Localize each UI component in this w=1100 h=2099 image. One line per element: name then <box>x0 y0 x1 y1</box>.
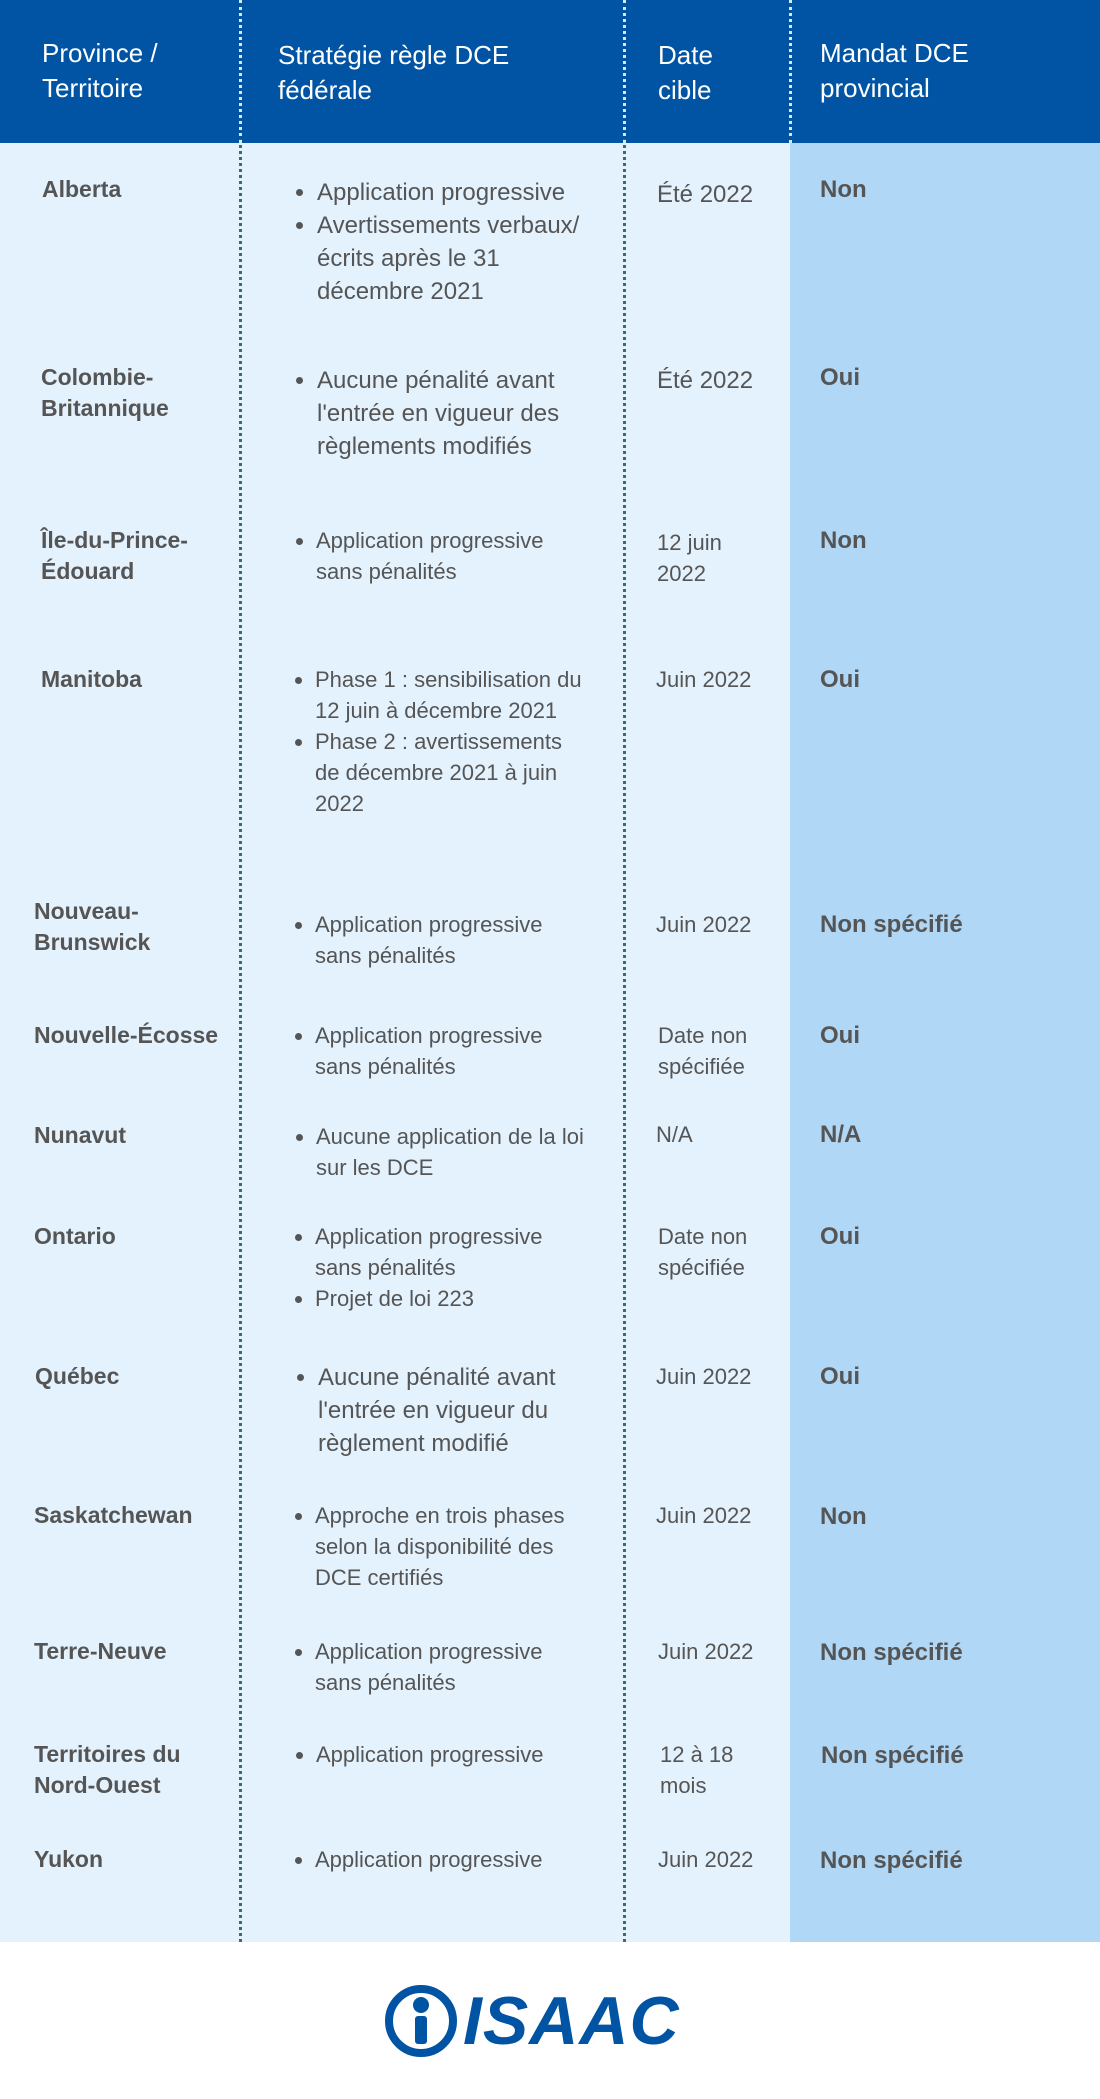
row-bc-strategy <box>292 364 604 463</box>
row-ns-strategy <box>290 1020 590 1082</box>
row-yukon-province: Yukon <box>34 1846 104 1872</box>
header-divider <box>239 0 242 143</box>
strategy-bullet: • Application progressive <box>317 176 604 209</box>
row-nunavut-province: Nunavut <box>34 1122 126 1148</box>
isaac-logo <box>383 1983 688 2059</box>
header-provincial-mandate: Mandat DCE provincial <box>820 38 969 103</box>
isaac-logo-mark-icon <box>383 1983 459 2059</box>
row-nunavut-date: N/A <box>656 1122 693 1147</box>
row-alberta-province: Alberta <box>42 176 122 202</box>
row-ontario-date: Date non spécifiée <box>658 1224 748 1280</box>
row-manitoba-date: Juin 2022 <box>656 667 752 692</box>
row-nwt-province: Territoires du Nord-Ouest <box>34 1741 181 1798</box>
header-divider <box>789 0 792 143</box>
row-alberta-strategy <box>292 176 604 308</box>
row-ontario-strategy <box>290 1221 590 1314</box>
row-quebec-province: Québec <box>35 1363 120 1389</box>
row-saskatchewan-province: Saskatchewan <box>34 1502 193 1528</box>
strategy-bullet: • Phase 2 : avertissements de décembre 2021 à juin 2022 <box>315 726 590 819</box>
row-manitoba-strategy <box>290 664 590 819</box>
strategy-bullet: • Aucune pénalité avant l'entrée en vigueur des règlements modifiés <box>317 364 604 463</box>
isaac-logo-text: ISAAC <box>463 1983 680 2059</box>
row-yukon-strategy <box>290 1844 590 1875</box>
row-nb-mandate: Non spécifié <box>820 911 963 938</box>
row-newfoundland-province: Terre-Neuve <box>34 1638 167 1664</box>
header-province: Province / Territoire <box>42 38 158 103</box>
row-saskatchewan-date: Juin 2022 <box>656 1503 752 1528</box>
strategy-bullet: • Application progressive <box>316 1739 591 1770</box>
row-nb-date: Juin 2022 <box>656 912 752 937</box>
row-pei-mandate: Non <box>820 527 867 554</box>
row-manitoba-mandate: Oui <box>820 666 860 693</box>
row-nunavut-mandate: N/A <box>820 1121 862 1148</box>
strategy-bullet: • Application progressive sans pénalités <box>315 1221 590 1283</box>
row-nb-strategy <box>290 909 590 971</box>
strategy-bullet: • Application progressive <box>315 1844 590 1875</box>
header-divider <box>623 0 626 143</box>
strategy-bullet: • Application progressive sans pénalités <box>315 1020 590 1082</box>
row-bc-province: Colombie- Britannique <box>41 364 169 421</box>
row-ns-date: Date non spécifiée <box>658 1023 748 1079</box>
row-quebec-date: Juin 2022 <box>656 1364 752 1389</box>
row-manitoba-province: Manitoba <box>41 666 142 692</box>
row-ns-mandate: Oui <box>820 1022 860 1049</box>
column-divider <box>623 0 626 1942</box>
strategy-bullet: • Avertissements verbaux/écrits après le 31 décembre 2021 <box>317 209 604 308</box>
row-pei-date: 12 juin 2022 <box>657 530 722 586</box>
row-newfoundland-date: Juin 2022 <box>658 1639 754 1664</box>
row-bc-mandate: Oui <box>820 364 860 391</box>
row-yukon-date: Juin 2022 <box>658 1847 754 1872</box>
row-saskatchewan-mandate: Non <box>820 1503 867 1530</box>
row-alberta-date: Été 2022 <box>657 181 754 208</box>
strategy-bullet: • Projet de loi 223 <box>315 1283 590 1314</box>
row-ontario-mandate: Oui <box>820 1223 860 1250</box>
strategy-bullet: • Phase 1 : sensibilisation du 12 juin à décembre 2021 <box>315 664 590 726</box>
row-nwt-strategy <box>291 1739 591 1770</box>
row-newfoundland-strategy <box>290 1636 590 1698</box>
row-quebec-strategy <box>293 1361 605 1460</box>
row-saskatchewan-strategy <box>290 1500 590 1593</box>
row-nunavut-strategy <box>291 1121 591 1183</box>
column-divider <box>239 0 242 1942</box>
row-nwt-mandate: Non spécifié <box>821 1742 964 1769</box>
row-alberta-mandate: Non <box>820 176 867 203</box>
strategy-bullet: • Aucune application de la loi sur les DCE <box>316 1121 591 1183</box>
header-strategy: Stratégie règle DCE fédérale <box>278 40 510 105</box>
strategy-bullet: • Approche en trois phases selon la disponibilité des DCE certifiés <box>315 1500 590 1593</box>
header-target-date: Date cible <box>658 40 713 105</box>
strategy-bullet: • Application progressive sans pénalités <box>315 909 590 971</box>
row-ontario-province: Ontario <box>34 1223 116 1249</box>
row-ns-province: Nouvelle-Écosse <box>34 1022 219 1048</box>
strategy-bullet: • Aucune pénalité avant l'entrée en vigueur du règlement modifié <box>318 1361 605 1460</box>
row-pei-strategy <box>291 525 591 587</box>
row-quebec-mandate: Oui <box>820 1363 860 1390</box>
row-bc-date: Été 2022 <box>657 367 754 394</box>
row-pei-province: Île-du-Prince- Édouard <box>41 527 188 584</box>
strategy-bullet: • Application progressive sans pénalités <box>315 1636 590 1698</box>
row-nb-province: Nouveau- Brunswick <box>34 898 151 955</box>
row-newfoundland-mandate: Non spécifié <box>820 1639 963 1666</box>
row-nwt-date: 12 à 18 mois <box>660 1742 734 1798</box>
strategy-bullet: • Application progressive sans pénalités <box>316 525 591 587</box>
row-yukon-mandate: Non spécifié <box>820 1847 963 1874</box>
